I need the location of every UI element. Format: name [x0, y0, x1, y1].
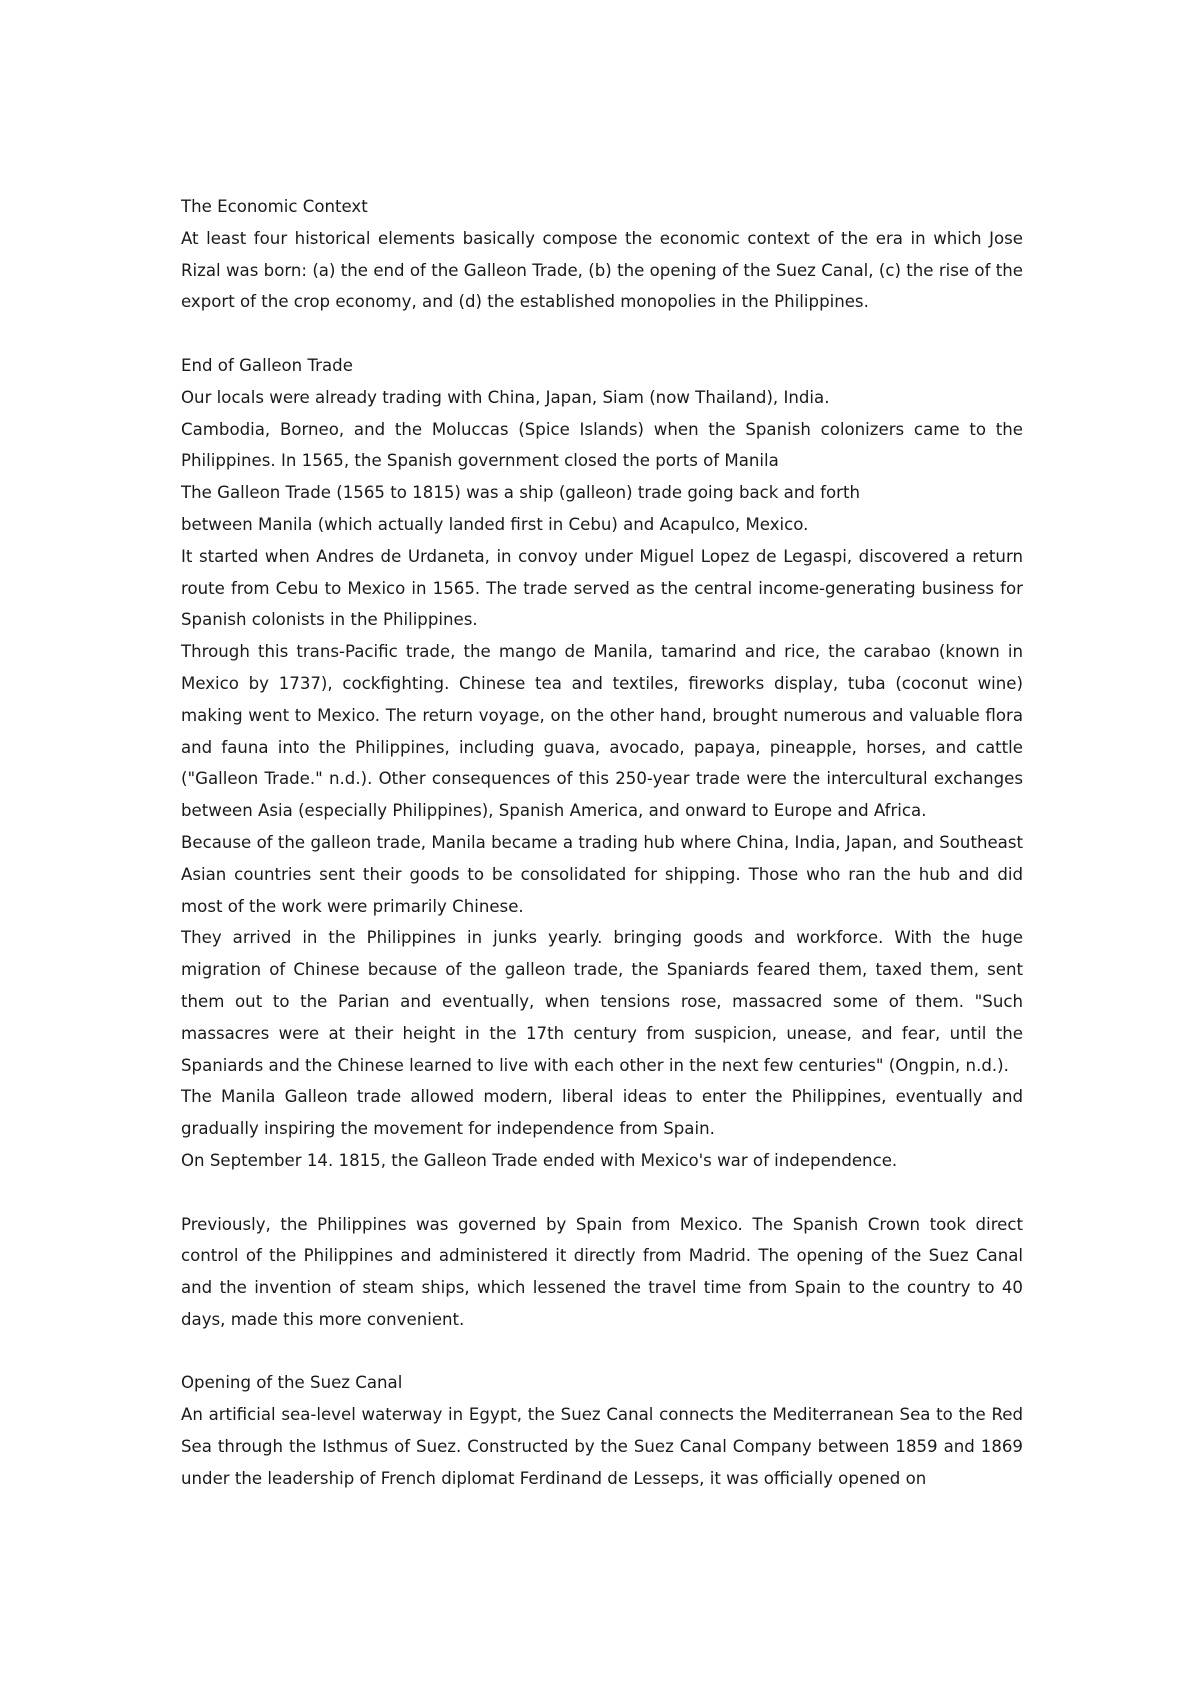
- section-heading-end-of-galleon-trade: End of Galleon Trade: [181, 355, 353, 375]
- paragraph-spacer: [181, 1177, 1023, 1209]
- paragraph-galleon-10: On September 14. 1815, the Galleon Trade ended with Mexico's war of independence.: [181, 1150, 898, 1170]
- paragraph-galleon-6: Through this trans-Pacific trade, the mango de Manila, tamarind and rice, the carabao (known in Mexico by 1737), cockfighting. Chinese tea and textiles, fireworks display, tuba (coconut wine) making went to Mexico. The return voyage, on the other hand, brought numerous and valuable flora and fauna into the Philippines, including guava, avocado, papaya, pineapple, horses, and cattle ("Galleon Trade." n.d.). Other consequences of this 250-year trade were the intercultural exchanges between Asia (especially Philippines), Spanish America, and onward to Europe and Africa.: [181, 642, 1023, 821]
- paragraph-galleon-1: Our locals were already trading with China, Japan, Siam (now Thailand), India.: [181, 387, 830, 407]
- paragraph-galleon-2: Cambodia, Borneo, and the Moluccas (Spice Islands) when the Spanish colonizers came to the Philippines. In 1565, the Spanish government closed the ports of Manila: [181, 419, 1023, 471]
- paragraph-galleon-7: Because of the galleon trade, Manila became a trading hub where China, India, Japan, and Southeast Asian countries sent their goods to be consolidated for shipping. Those who ran the hub and did most of the work were primarily Chinese.: [181, 832, 1023, 916]
- paragraph-galleon-9: The Manila Galleon trade allowed modern, liberal ideas to enter the Philippines, eventually and gradually inspiring the movement for independence from Spain.: [181, 1087, 1023, 1139]
- paragraph-galleon-3: The Galleon Trade (1565 to 1815) was a ship (galleon) trade going back and forth: [181, 483, 861, 503]
- document-body: [181, 191, 1023, 1495]
- paragraph-galleon-5: It started when Andres de Urdaneta, in convoy under Miguel Lopez de Legaspi, discovered a return route from Cebu to Mexico in 1565. The trade served as the central income-generating business for Spanish colonists in the Philippines.: [181, 546, 1023, 630]
- section-heading-economic-context: The Economic Context: [181, 197, 368, 216]
- paragraph-suez-canal: An artificial sea-level waterway in Egypt, the Suez Canal connects the Mediterranean Sea to the Red Sea through the Isthmus of Suez. Constructed by the Suez Canal Company between 1859 and 1869 under the leadership of French diplomat Ferdinand de Lesseps, it was officially opened on: [181, 1405, 1023, 1488]
- paragraph-economic-context-intro: At least four historical elements basically compose the economic context of the era in which Jose Rizal was born: (a) the end of the Galleon Trade, (b) the opening of the Suez Canal, (c) the rise of the export of the crop economy, and (d) the established monopolies in the Philippines.: [181, 228, 1023, 312]
- paragraph-spanish-crown: Previously, the Philippines was governed by Spain from Mexico. The Spanish Crown took direct control of the Philippines and administered it directly from Madrid. The opening of the Suez Canal and the invention of steam ships, which lessened the travel time from Spain to the country to 40 days, made this more convenient.: [181, 1214, 1023, 1329]
- paragraph-spacer: [181, 1336, 1023, 1368]
- paragraph-spacer: [181, 318, 1023, 350]
- paragraph-galleon-8: They arrived in the Philippines in junks yearly. bringing goods and workforce. With the huge migration of Chinese because of the galleon trade, the Spaniards feared them, taxed them, sent them out to the Parian and eventually, when tensions rose, massacred some of them. "Such massacres were at their height in the 17th century from suspicion, unease, and fear, until the Spaniards and the Chinese learned to live with each other in the next few centuries" (Ongpin, n.d.).: [181, 928, 1023, 1075]
- paragraph-galleon-4: between Manila (which actually landed first in Cebu) and Acapulco, Mexico.: [181, 514, 809, 534]
- section-heading-suez-canal: Opening of the Suez Canal: [181, 1373, 403, 1393]
